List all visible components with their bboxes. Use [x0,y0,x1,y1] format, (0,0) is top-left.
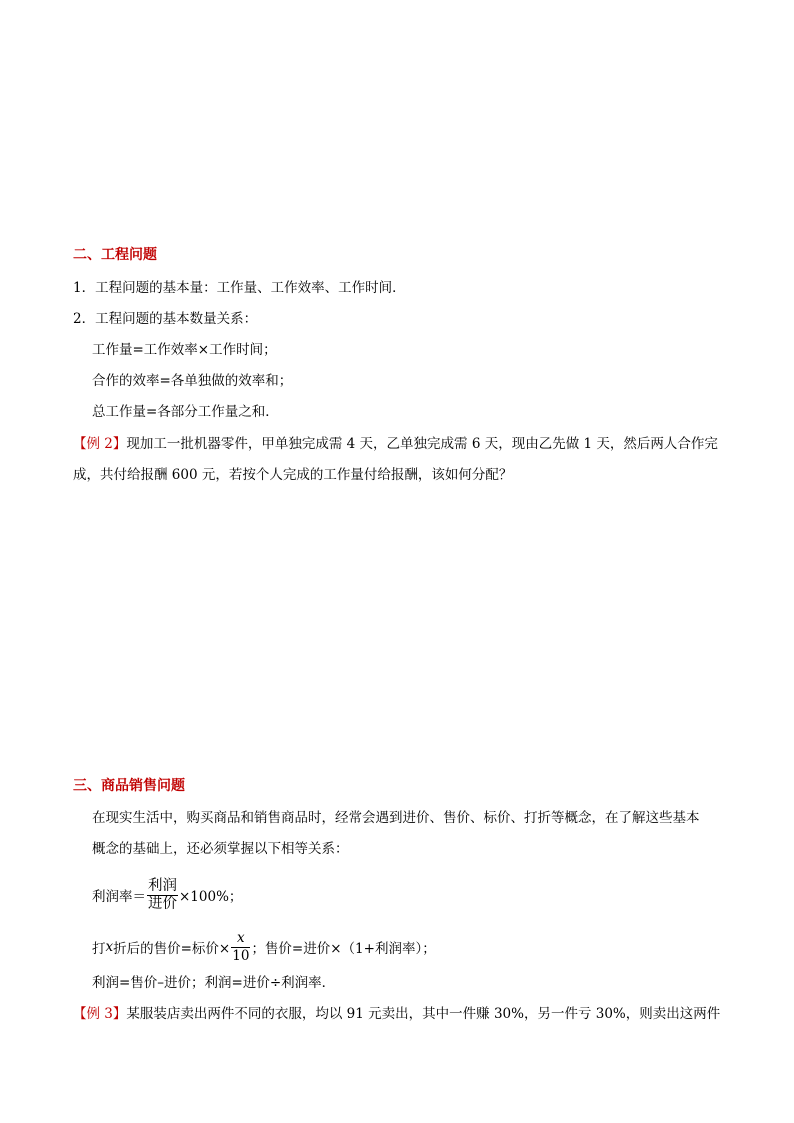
paragraph-basic-quantities: 1．工程问题的基本量：工作量、工作效率、工作时间． [73,280,406,296]
section-heading-engineering: 二、工程问题 [73,247,157,263]
section-heading-sales: 三、商品销售问题 [73,778,185,794]
formula-total-work: 总工作量=各部分工作量之和． [92,404,279,420]
discount-variable: x [105,939,114,955]
profit-rate-fraction [147,878,178,913]
sales-intro-line-2: 概念的基础上，还必须掌握以下相等关系： [92,841,349,857]
formula-cooperation-efficiency: 合作的效率=各单独做的效率和； [92,373,293,389]
discount-fraction [231,930,250,965]
discount-denominator: 10 [232,947,250,964]
example-2-line-2: 成，共付给报酬 600 元，若按个人完成的工作量付给报酬，该如何分配？ [73,467,513,483]
example-3-line-1 [73,1004,720,1024]
profit-rate-numerator: 利润 [148,877,177,894]
profit-rate-label: 利润率＝ [92,889,146,905]
discount-mid: 折后的售价=标价× [113,941,231,957]
example-2-tag: 【例 2】 [73,436,127,452]
formula-profit-rate [92,873,242,917]
formula-discount-price [92,925,436,969]
paragraph-basic-relations: 2．工程问题的基本数量关系： [73,311,258,327]
example-3-text-1: 某服装店卖出两件不同的衣服，均以 91 元卖出，其中一件赚 30%，另一件亏 30%，则卖出这两件 [126,1006,721,1022]
profit-rate-denominator: 进价 [148,895,177,912]
discount-tail: ；售价=进价×（1+利润率）； [251,941,436,957]
formula-profit: 利润=售价–进价；利润=进价÷利润率． [92,975,336,991]
profit-rate-tail: ×100%； [179,889,243,905]
sales-intro-line-1: 在现实生活中，购买商品和销售商品时，经常会遇到进价、售价、标价、打折等概念，在了解这些基本 [92,810,700,826]
formula-work-amount: 工作量=工作效率×工作时间； [92,342,277,358]
discount-prefix: 打 [92,941,106,957]
example-3-tag: 【例 3】 [73,1006,127,1022]
example-2-line-1 [73,434,718,454]
discount-numerator: x [231,930,250,948]
example-2-text-1: 现加工一批机器零件，甲单独完成需 4 天，乙单独完成需 6 天，现由乙先做 1 天，然后两人合作完 [126,436,718,452]
